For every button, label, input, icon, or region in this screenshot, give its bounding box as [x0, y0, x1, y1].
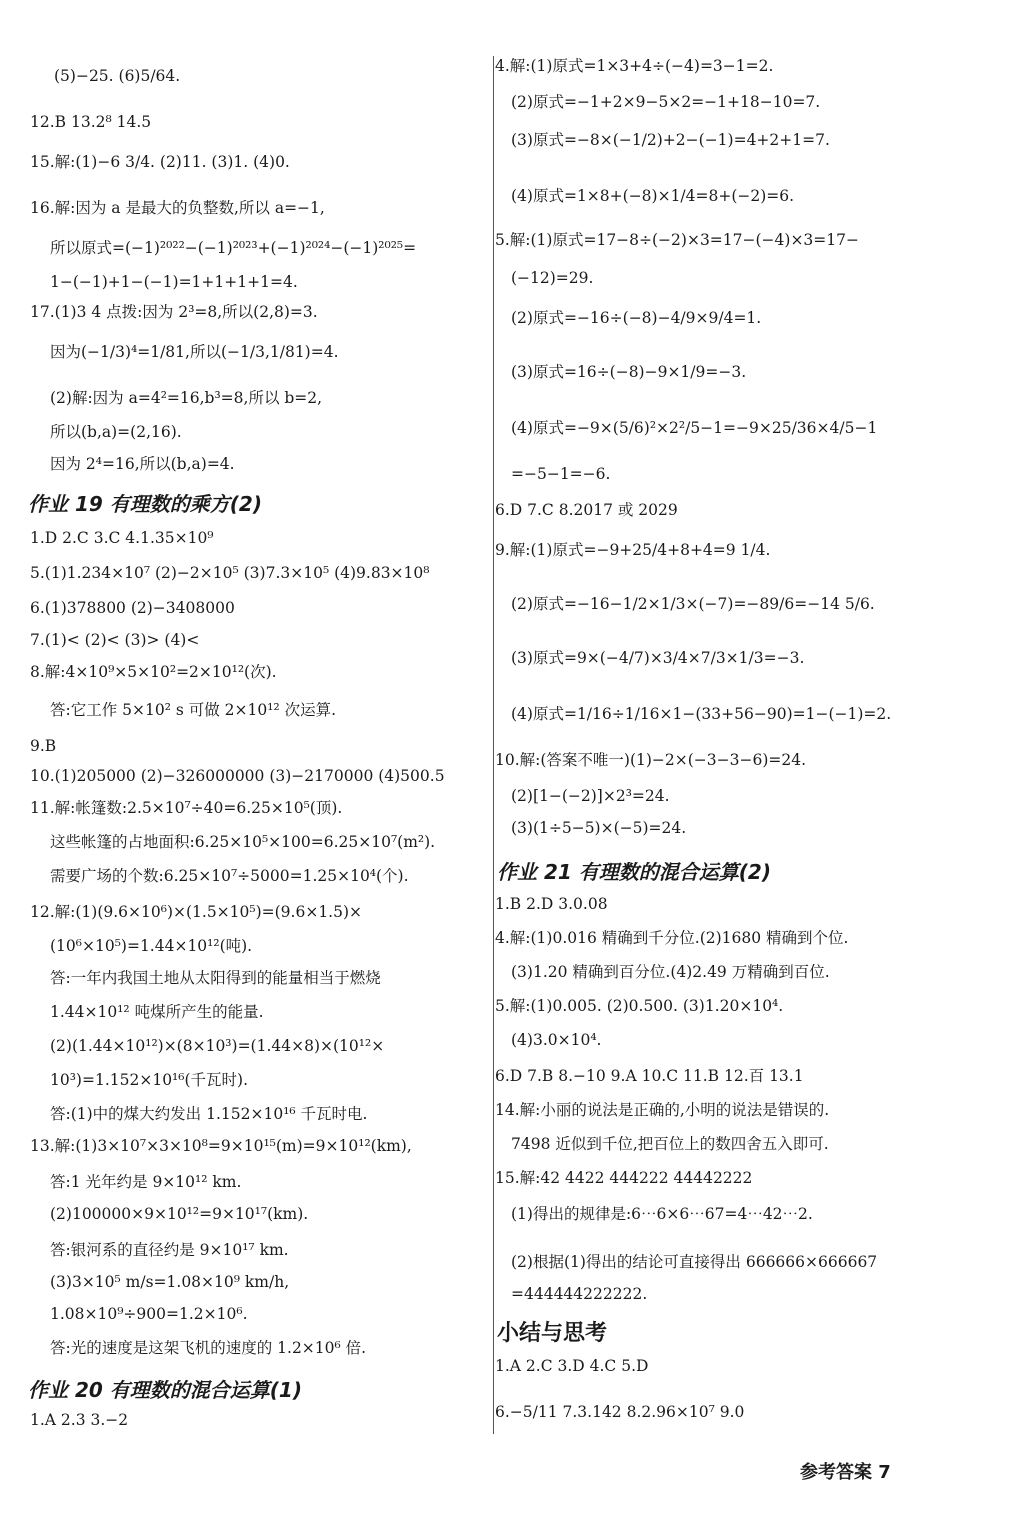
left-line-27: (2)(1.44×10¹²)×(8×10³)=(1.44×8)×(10¹²×: [50, 1037, 385, 1055]
left-line-6: 1−(−1)+1−(−1)=1+1+1+1=4.: [50, 273, 298, 291]
left-line-35: 1.08×10⁹÷900=1.2×10⁶.: [50, 1305, 248, 1323]
column-divider: [493, 56, 494, 1434]
left-section-heading-2: 作业 20 有理数的混合运算(1): [28, 1378, 302, 1402]
left-line-36: 答:光的速度是这架飞机的速度的 1.2×10⁶ 倍.: [50, 1339, 367, 1357]
right-line-23: (4)3.0×10⁴.: [511, 1031, 602, 1049]
right-line-3: (3)原式=−8×(−1/2)+2−(−1)=4+2+1=7.: [511, 131, 830, 149]
left-line-31: 答:1 光年约是 9×10¹² km.: [50, 1173, 242, 1191]
right-line-25: 14.解:小丽的说法是正确的,小明的说法是错误的.: [495, 1101, 830, 1119]
left-line-19: 10.(1)205000 (2)−326000000 (3)−2170000 (4)500.5: [30, 767, 445, 785]
page-number: 7: [878, 1462, 891, 1483]
right-section-heading-1: 作业 21 有理数的混合运算(2): [497, 860, 771, 884]
left-line-4: 16.解:因为 a 是最大的负整数,所以 a=−1,: [30, 199, 325, 217]
left-line-7: 17.(1)3 4 点拨:因为 2³=8,所以(2,8)=3.: [30, 303, 318, 321]
right-line-22: 5.解:(1)0.005. (2)0.500. (3)1.20×10⁴.: [495, 997, 784, 1015]
right-line-29: (2)根据(1)得出的结论可直接得出 666666×666667: [511, 1253, 878, 1271]
right-section-heading-2: 小结与思考: [497, 1321, 608, 1346]
right-line-26: 7498 近似到千位,把百位上的数四舍五入即可.: [511, 1135, 829, 1153]
right-line-14: (3)原式=9×(−4/7)×3/4×7/3×1/3=−3.: [511, 649, 805, 667]
right-line-19: 1.B 2.D 3.0.08: [495, 895, 608, 913]
left-line-18: 9.B: [30, 737, 57, 755]
left-line-5: 所以原式=(−1)²⁰²²−(−1)²⁰²³+(−1)²⁰²⁴−(−1)²⁰²⁵=: [50, 239, 417, 257]
left-line-11: 因为 2⁴=16,所以(b,a)=4.: [50, 455, 235, 473]
left-line-26: 1.44×10¹² 吨煤所产生的能量.: [50, 1003, 264, 1021]
right-line-28: (1)得出的规律是:6⋯6×6⋯67=4⋯42⋯2.: [511, 1205, 813, 1223]
right-line-7: (2)原式=−16÷(−8)−4/9×9/4=1.: [511, 309, 762, 327]
left-line-29: 答:(1)中的煤大约发出 1.152×10¹⁶ 千瓦时电.: [50, 1105, 368, 1123]
footer-label: 参考答案: [800, 1462, 872, 1483]
left-line-37: 1.A 2.3 3.−2: [30, 1411, 129, 1429]
left-line-12: 1.D 2.C 3.C 4.1.35×10⁹: [30, 529, 214, 547]
left-line-3: 15.解:(1)−6 3/4. (2)11. (3)1. (4)0.: [30, 153, 290, 171]
right-line-24: 6.D 7.B 8.−10 9.A 10.C 11.B 12.百 13.1: [495, 1067, 804, 1085]
left-line-32: (2)100000×9×10¹²=9×10¹⁷(km).: [50, 1205, 309, 1223]
left-line-16: 8.解:4×10⁹×5×10²=2×10¹²(次).: [30, 663, 277, 681]
right-line-27: 15.解:42 4422 444222 44442222: [495, 1169, 753, 1187]
right-line-21: (3)1.20 精确到百分位.(4)2.49 万精确到百位.: [511, 963, 830, 981]
left-line-17: 答:它工作 5×10² s 可做 2×10¹² 次运算.: [50, 701, 337, 719]
right-line-18: (3)(1÷5−5)×(−5)=24.: [511, 819, 687, 837]
left-line-10: 所以(b,a)=(2,16).: [50, 423, 182, 441]
right-line-32: 6.−5/11 7.3.142 8.2.96×10⁷ 9.0: [495, 1403, 745, 1421]
left-section-heading-1: 作业 19 有理数的乘方(2): [28, 492, 262, 516]
left-line-28: 10³)=1.152×10¹⁶(千瓦时).: [50, 1071, 249, 1089]
right-line-4: (4)原式=1×8+(−8)×1/4=8+(−2)=6.: [511, 187, 795, 205]
right-line-2: (2)原式=−1+2×9−5×2=−1+18−10=7.: [511, 93, 821, 111]
left-line-33: 答:银河系的直径约是 9×10¹⁷ km.: [50, 1241, 289, 1259]
left-line-34: (3)3×10⁵ m/s=1.08×10⁹ km/h,: [50, 1273, 290, 1291]
right-line-31: 1.A 2.C 3.D 4.C 5.D: [495, 1357, 649, 1375]
right-line-20: 4.解:(1)0.016 精确到千分位.(2)1680 精确到个位.: [495, 929, 849, 947]
left-line-14: 6.(1)378800 (2)−3408000: [30, 599, 235, 617]
right-line-15: (4)原式=1/16÷1/16×1−(33+56−90)=1−(−1)=2.: [511, 705, 892, 723]
right-line-12: 9.解:(1)原式=−9+25/4+8+4=9 1/4.: [495, 541, 771, 559]
left-line-20: 11.解:帐篷数:2.5×10⁷÷40=6.25×10⁵(顶).: [30, 799, 343, 817]
left-line-8: 因为(−1/3)⁴=1/81,所以(−1/3,1/81)=4.: [50, 343, 339, 361]
right-line-8: (3)原式=16÷(−8)−9×1/9=−3.: [511, 363, 747, 381]
right-line-5: 5.解:(1)原式=17−8÷(−2)×3=17−(−4)×3=17−: [495, 231, 859, 249]
right-line-17: (2)[1−(−2)]×2³=24.: [511, 787, 670, 805]
left-line-13: 5.(1)1.234×10⁷ (2)−2×10⁵ (3)7.3×10⁵ (4)9.83×10⁸: [30, 564, 430, 582]
left-line-1: (5)−25. (6)5/64.: [54, 67, 181, 85]
left-line-2: 12.B 13.2⁸ 14.5: [30, 113, 152, 131]
right-line-10: =−5−1=−6.: [511, 465, 611, 483]
right-line-1: 4.解:(1)原式=1×3+4÷(−4)=3−1=2.: [495, 57, 774, 75]
left-line-9: (2)解:因为 a=4²=16,b³=8,所以 b=2,: [50, 389, 323, 407]
right-line-11: 6.D 7.C 8.2017 或 2029: [495, 501, 678, 519]
left-line-21: 这些帐篷的占地面积:6.25×10⁵×100=6.25×10⁷(m²).: [50, 833, 436, 851]
right-line-16: 10.解:(答案不唯一)(1)−2×(−3−3−6)=24.: [495, 751, 807, 769]
left-line-30: 13.解:(1)3×10⁷×3×10⁸=9×10¹⁵(m)=9×10¹²(km),: [30, 1137, 412, 1155]
left-line-15: 7.(1)< (2)< (3)> (4)<: [30, 631, 200, 649]
right-line-13: (2)原式=−16−1/2×1/3×(−7)=−89/6=−14 5/6.: [511, 595, 875, 613]
left-line-25: 答:一年内我国土地从太阳得到的能量相当于燃烧: [50, 969, 381, 987]
left-line-22: 需要广场的个数:6.25×10⁷÷5000=1.25×10⁴(个).: [50, 867, 409, 885]
right-line-30: =444444222222.: [511, 1285, 648, 1303]
left-line-23: 12.解:(1)(9.6×10⁶)×(1.5×10⁵)=(9.6×1.5)×: [30, 903, 363, 921]
right-line-9: (4)原式=−9×(5/6)²×2²/5−1=−9×25/36×4/5−1: [511, 419, 878, 437]
right-line-6: (−12)=29.: [511, 269, 594, 287]
left-line-24: (10⁶×10⁵)=1.44×10¹²(吨).: [50, 937, 253, 955]
page-footer: [800, 1458, 891, 1484]
